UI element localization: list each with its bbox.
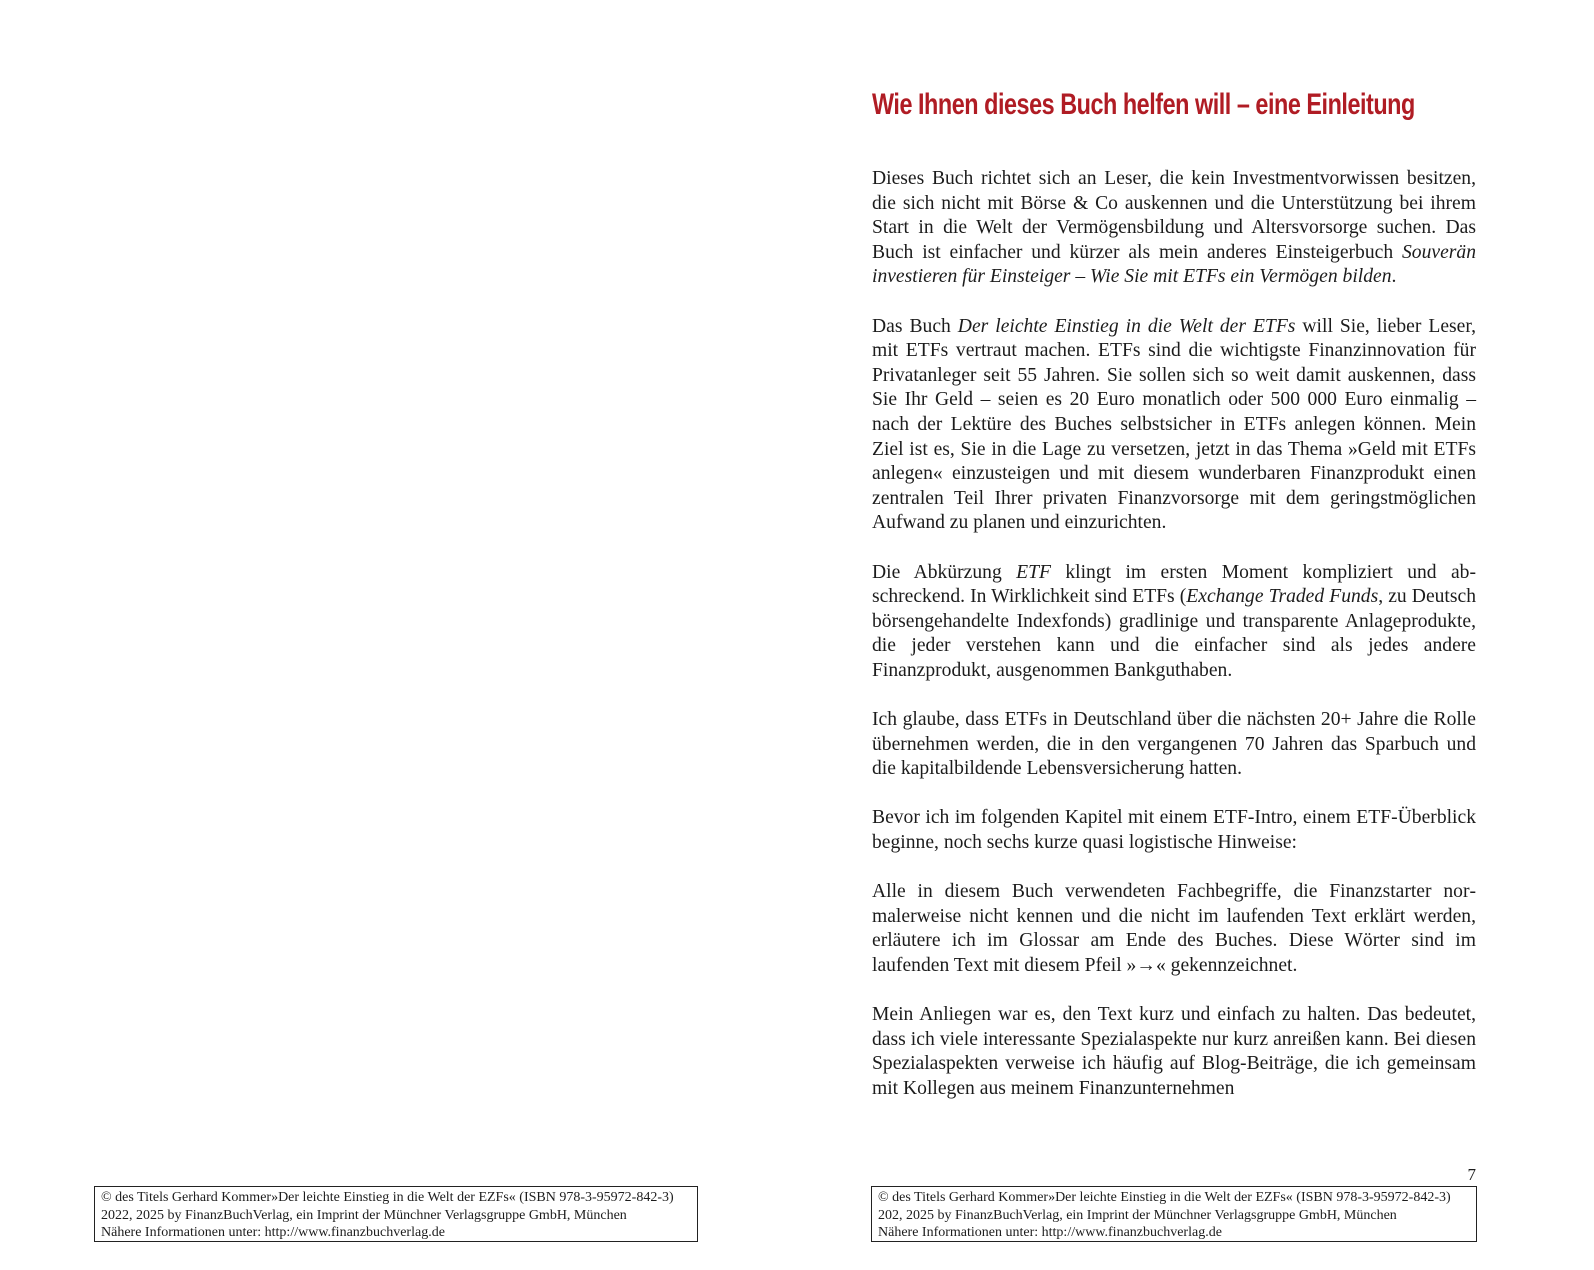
italic-text-segment: Souverän investieren für Einsteiger – Wie Sie mit ETFs ein Vermögen bilden — [872, 241, 1476, 288]
paragraph — [872, 880, 1476, 978]
copyright-notice-left — [94, 1186, 698, 1242]
paragraph — [872, 1003, 1476, 1101]
italic-text-segment: Der leichte Einstieg in die Welt der ETFs — [957, 315, 1296, 337]
copyright-line-3: Nähere Informationen unter: http://www.finanzbuchverlag.de — [101, 1225, 445, 1240]
text-segment: Alle in diesem Buch verwendeten Fachbegriffe, die Finanzstarter normalerweise nicht kennen und die nicht im laufenden Text erklärt werden, erläutere ich im Glossar am Ende des Buches. Diese Wörter sind im laufenden Text mit diesem Pfeil »→« gekennzeichnet. — [872, 881, 1476, 976]
text-segment: Mein Anliegen war es, den Text kurz und einfach zu halten. Das bedeutet, dass ich viele interessante Spezialaspekte nur kurz anreißen kann. Bei diesen Spezialaspekten verweise ich häufig auf Blog-Beiträge, die ich gemeinsam mit Kollegen aus meinem Finanzunternehmen — [872, 1004, 1476, 1099]
text-segment: . — [1391, 266, 1397, 288]
page-number: 7 — [1467, 1165, 1476, 1184]
text-segment: will Sie, lieber Leser, mit ETFs vertraut machen. ETFs sind die wichtigste Finanzinnovation für Privatanleger seit 55 Jahren. Sie sollen sich so weit damit auskennen, dass Sie Ihr Geld – seien es 20 Euro monatlich oder 500 000 Euro einmalig – nach der Lektüre des Buches selbstsicher in ETFs anlegen können. Mein Ziel ist es, Sie in die Lage zu versetzen, jetzt in das Thema »Geld mit ETFs anlegen« einzusteigen und mit diesem wunderbaren Finanzprodukt einen zentralen Teil Ihrer privaten Finanzvorsorge mit dem geringstmöglichen Aufwand zu planen und einzurichten. — [872, 315, 1476, 534]
italic-text-segment: ETF — [1016, 561, 1051, 583]
copyright-line-1: © des Titels Gerhard Kommer»Der leichte Einstieg in die Welt der EZFs« (ISBN 978-3-95972-842-3) — [878, 1190, 1451, 1205]
paragraph — [872, 561, 1476, 684]
copyright-line-3: Nähere Informationen unter: http://www.finanzbuchverlag.de — [878, 1225, 1222, 1240]
text-segment: klingt im ersten Moment kompliziert und abschreckend. In Wirklichkeit sind ETFs ( — [872, 561, 1476, 608]
italic-text-segment: Exchange Traded Funds — [1186, 586, 1379, 608]
copyright-line-2: 2022, 2025 by FinanzBuchVerlag, ein Imprint der Münchner Verlagsgruppe GmbH, München — [101, 1207, 627, 1223]
chapter-title: Wie Ihnen dieses Buch helfen will – eine Einleitung — [872, 88, 1415, 121]
paragraph — [872, 806, 1476, 855]
paragraph — [872, 708, 1476, 782]
text-segment: Das Buch — [872, 315, 958, 337]
body-text — [872, 167, 1476, 1102]
paragraph — [872, 167, 1476, 290]
text-segment: Die Abkürzung — [872, 561, 1017, 583]
text-segment: Bevor ich im folgenden Kapitel mit einem ETF-Intro, einem ETF-Überblick beginne, noch sechs kurze quasi logistische Hinweise: — [872, 807, 1476, 854]
right-page — [797, 0, 1594, 1270]
paragraph — [872, 315, 1476, 536]
text-segment: Dieses Buch richtet sich an Leser, die kein Investmentvorwissen besitzen, die sich nicht mit Börse & Co auskennen und die Unterstützung bei ihrem Start in die Welt der Vermögensbildung und Altersvorsorge suchen. Das Buch ist einfacher und kürzer als mein anderes Einsteigerbuch — [872, 168, 1476, 263]
copyright-line-2: 202, 2025 by FinanzBuchVerlag, ein Imprint der Münchner Verlagsgruppe GmbH, München — [878, 1207, 1397, 1223]
copyright-notice-right — [871, 1186, 1477, 1242]
copyright-line-1: © des Titels Gerhard Kommer»Der leichte Einstieg in die Welt der EZFs« (ISBN 978-3-95972-842-3) — [101, 1190, 674, 1205]
text-segment: Ich glaube, dass ETFs in Deutschland über die nächsten 20+ Jahre die Rolle übernehmen werden, die in den vergangenen 70 Jahren das Sparbuch und die kapitalbildende Lebensversicherung hatten. — [872, 709, 1476, 780]
text-segment: , zu Deutsch börsengehandelte Indexfonds) gradlinige und transparente Anlageprodukte, die jeder verstehen kann und die einfacher sind als jedes andere Finanzprodukt, ausgenommen Bankguthaben. — [872, 586, 1476, 681]
